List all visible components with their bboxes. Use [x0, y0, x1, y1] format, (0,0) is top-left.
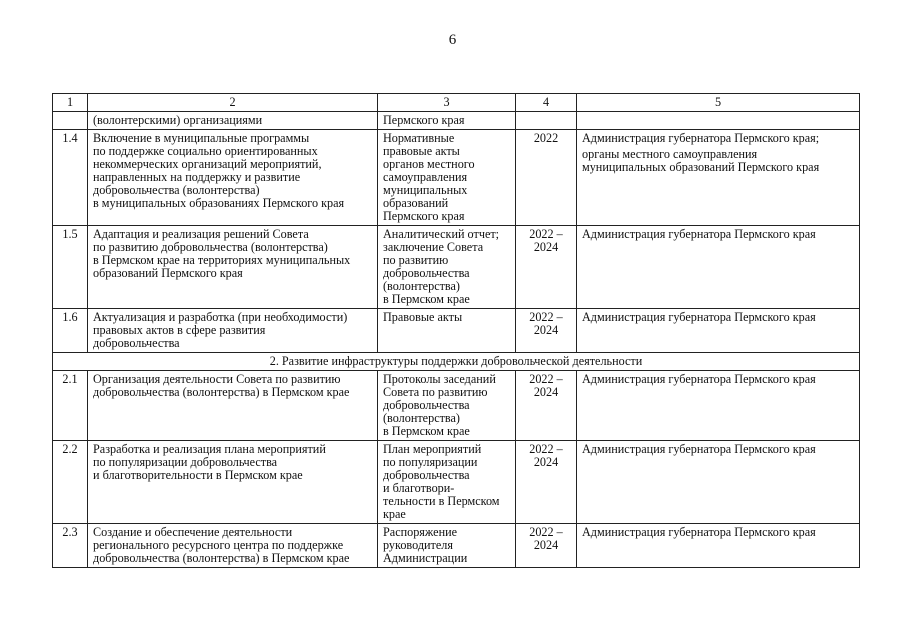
action-line: добровольчества (волонтерства) в Пермском крае [93, 551, 350, 565]
executor-cell [577, 130, 860, 226]
action-line: добровольчества (волонтерства) [93, 183, 260, 197]
action-cell [88, 524, 378, 568]
document-line: правовые акты [383, 144, 460, 158]
year-line: 2024 [533, 240, 559, 254]
action-line: образований Пермского края [93, 266, 243, 280]
table-row [53, 226, 860, 309]
executor-cell [577, 371, 860, 441]
action-line: и благотворительности в Пермском крае [93, 468, 303, 482]
year-line: 2024 [533, 385, 559, 399]
year-cell [516, 524, 577, 568]
table-row [53, 371, 860, 441]
document-cell [378, 371, 516, 441]
action-line: Разработка и реализация плана мероприятий [93, 442, 326, 456]
document-line: Аналитический отчет; [383, 227, 500, 241]
action-line: добровольчества [93, 336, 180, 350]
document-line: Нормативные [383, 131, 455, 145]
document-cell [378, 441, 516, 524]
action-line: Актуализация и разработка (при необходимости) [93, 310, 348, 324]
year-cell [516, 371, 577, 441]
document-line: Пермского края [383, 113, 465, 127]
section-row [53, 353, 860, 371]
document-line: Протоколы заседаний [383, 372, 496, 386]
action-line: в муниципальных образованиях Пермского края [93, 196, 345, 210]
document-cell [378, 524, 516, 568]
year-line: 2022 – [529, 310, 563, 324]
document-line: тельности в Пермском [383, 494, 500, 508]
action-line: направленных на поддержку и развитие [93, 170, 301, 184]
action-line: по популяризации добровольчества [93, 455, 278, 469]
document-line: самоуправления [383, 170, 468, 184]
document-line: в Пермском крае [383, 292, 470, 306]
document-line: План мероприятий [383, 442, 482, 456]
executor-line: Администрация губернатора Пермского края [582, 442, 816, 456]
executor-cell [577, 441, 860, 524]
row-number: 2.3 [53, 524, 88, 568]
column-header-2: 2 [88, 94, 378, 112]
row-number: 2.2 [53, 441, 88, 524]
year-cell [516, 309, 577, 353]
action-cell [88, 441, 378, 524]
action-plan-table [52, 93, 860, 568]
action-line: Включение в муниципальные программы [93, 131, 310, 145]
action-line: (волонтерскими) организациями [93, 113, 263, 127]
action-line: по поддержке социально ориентированных [93, 144, 318, 158]
document-line: добровольчества [383, 398, 470, 412]
action-line: Создание и обеспечение деятельности [93, 525, 293, 539]
table-row [53, 441, 860, 524]
document-line: Распоряжение [383, 525, 458, 539]
action-line: регионального ресурсного центра по поддержке [93, 538, 344, 552]
executor-line: органы местного самоуправления [582, 147, 758, 161]
document-cell [378, 309, 516, 353]
executor-line: Администрация губернатора Пермского края [582, 310, 816, 324]
executor-line: Администрация губернатора Пермского края; [582, 131, 820, 145]
row-number: 1.6 [53, 309, 88, 353]
action-cell [88, 371, 378, 441]
action-line: Адаптация и реализация решений Совета [93, 227, 309, 241]
executor-line: Администрация губернатора Пермского края [582, 372, 816, 386]
document-line: муниципальных [383, 183, 468, 197]
year-cell [516, 112, 577, 130]
row-number: 1.4 [53, 130, 88, 226]
column-header-3: 3 [378, 94, 516, 112]
year-line: 2022 – [529, 372, 563, 386]
document-line: крае [383, 507, 406, 521]
row-number [53, 112, 88, 130]
column-number-row [53, 94, 860, 112]
row-number: 1.5 [53, 226, 88, 309]
document-cell [378, 130, 516, 226]
year-line: 2024 [533, 538, 559, 552]
continued-row [53, 112, 860, 130]
year-cell [516, 130, 577, 226]
executor-cell [577, 524, 860, 568]
document-line: в Пермском крае [383, 424, 470, 438]
year-cell [516, 441, 577, 524]
action-line: по развитию добровольчества (волонтерства) [93, 240, 328, 254]
action-line: некоммерческих организаций мероприятий, [93, 157, 322, 171]
action-line: добровольчества (волонтерства) в Пермском крае [93, 385, 350, 399]
column-header-1: 1 [53, 94, 88, 112]
document-cell [378, 226, 516, 309]
document-line: по развитию [383, 253, 449, 267]
document-cell [378, 112, 516, 130]
action-cell [88, 309, 378, 353]
action-line: правовых актов в сфере развития [93, 323, 266, 337]
action-line: в Пермском крае на территориях муниципальных [93, 253, 351, 267]
document-line: и благотвори- [383, 481, 455, 495]
document-line: образований [383, 196, 449, 210]
executor-line: Администрация губернатора Пермского края [582, 227, 816, 241]
table-row [53, 130, 860, 226]
document-line: (волонтерства) [383, 279, 460, 293]
year-line: 2022 [533, 131, 559, 145]
section-title: 2. Развитие инфраструктуры поддержки добровольческой деятельности [53, 353, 860, 371]
year-line: 2022 – [529, 525, 563, 539]
document-line: руководителя [383, 538, 453, 552]
document-line: добровольчества [383, 468, 470, 482]
executor-cell [577, 112, 860, 130]
document-line: Пермского края [383, 209, 465, 223]
action-line: Организация деятельности Совета по развитию [93, 372, 341, 386]
year-cell [516, 226, 577, 309]
document-line: по популяризации [383, 455, 478, 469]
document-line: органов местного [383, 157, 475, 171]
document-line: Совета по развитию [383, 385, 488, 399]
action-cell [88, 226, 378, 309]
document-line: заключение Совета [383, 240, 484, 254]
column-header-5: 5 [577, 94, 860, 112]
year-line: 2024 [533, 323, 559, 337]
action-cell [88, 112, 378, 130]
action-cell [88, 130, 378, 226]
year-line: 2022 – [529, 442, 563, 456]
executor-cell [577, 309, 860, 353]
executor-line: муниципальных образований Пермского края [582, 160, 820, 174]
column-header-4: 4 [516, 94, 577, 112]
executor-cell [577, 226, 860, 309]
document-line: Администрации [383, 551, 468, 565]
table-row [53, 524, 860, 568]
document-line: добровольчества [383, 266, 470, 280]
page-number: 6 [448, 32, 457, 48]
executor-line: Администрация губернатора Пермского края [582, 525, 816, 539]
document-line: (волонтерства) [383, 411, 460, 425]
table-row [53, 309, 860, 353]
year-line: 2022 – [529, 227, 563, 241]
year-line: 2024 [533, 455, 559, 469]
document-line: Правовые акты [383, 310, 463, 324]
row-number: 2.1 [53, 371, 88, 441]
